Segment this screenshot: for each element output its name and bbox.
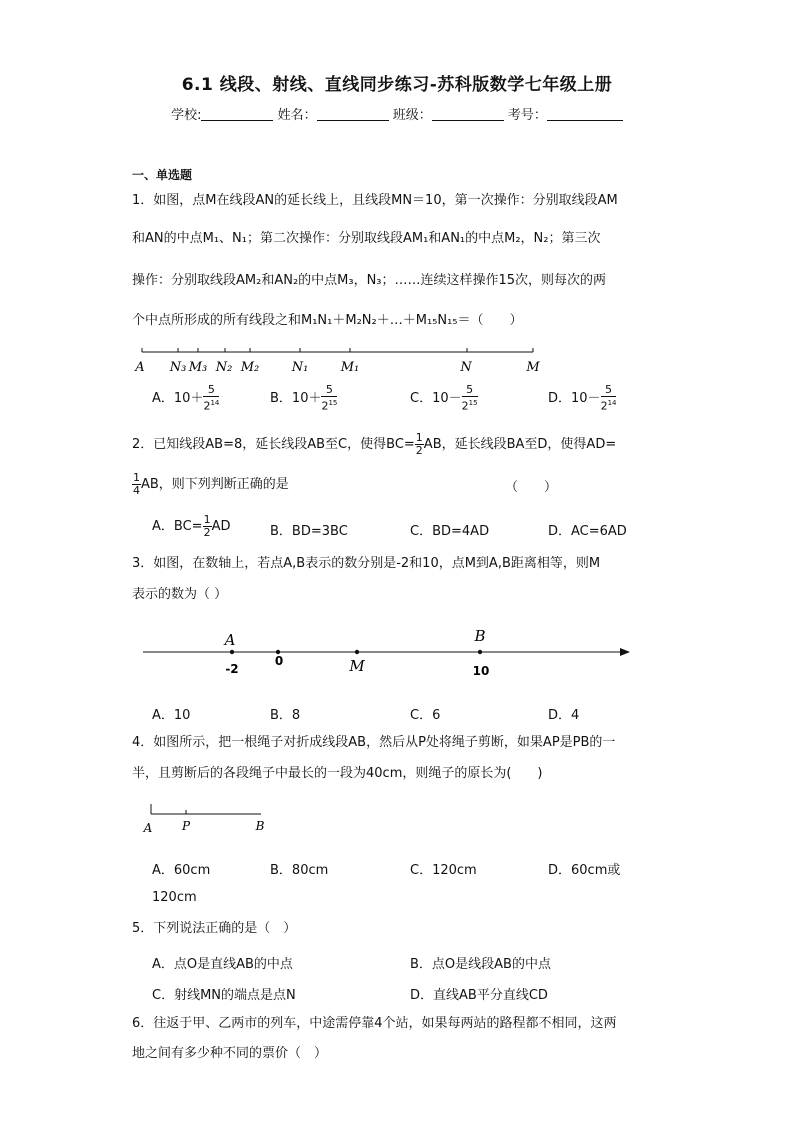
- label-N1: N₁: [291, 360, 309, 375]
- tick-label-10: 10: [472, 664, 490, 678]
- q4-option-c[interactable]: C．120cm: [410, 863, 477, 878]
- q5-option-b[interactable]: B．点O是线段AB的中点: [410, 957, 551, 972]
- page-title: 6.1 线段、射线、直线同步练习-苏科版数学七年级上册: [181, 75, 613, 95]
- q6-line2: 地之间有多少种不同的票价（ ）: [132, 1046, 328, 1061]
- section-title: 一、单选题: [132, 168, 193, 182]
- q2-option-a[interactable]: A．BC= $\frac{1}{2}$ AD: [152, 513, 231, 539]
- q5-line1: 5．下列说法正确的是（ ）: [132, 921, 297, 936]
- label-M3: M₃: [188, 360, 208, 375]
- q3-number-line: [140, 625, 640, 680]
- class-blank[interactable]: [432, 108, 504, 121]
- q5-option-a[interactable]: A．点O是直线AB的中点: [152, 957, 293, 972]
- q3-line1: 3．如图，在数轴上，若点A,B表示的数分别是-2和10，点M到A,B距离相等，则M: [132, 556, 601, 571]
- q4-option-a[interactable]: A．60cm: [152, 863, 211, 878]
- tick-label-0: 0: [274, 654, 284, 668]
- q1-option-b[interactable]: B．10＋ $\frac{5}{2^{15}}$: [270, 383, 338, 413]
- q1-line2: 和AN的中点M₁、N₁；第二次操作：分别取线段AM₁和AN₁的中点M₂，N₂；第三次: [132, 231, 601, 246]
- label-M: M: [349, 657, 365, 675]
- q2-option-b[interactable]: B．BD=3BC: [270, 524, 348, 539]
- name-label: 姓名：: [277, 108, 317, 123]
- q4-option-d-continued: 120cm: [152, 890, 197, 905]
- q1-line1: 1．如图，点M在线段AN的延长线上，且线段MN＝10，第一次操作：分别取线段AM: [132, 193, 618, 208]
- label-B: B: [255, 819, 265, 833]
- q5-option-c[interactable]: C．射线MN的端点是点N: [152, 988, 296, 1003]
- q2-option-d[interactable]: D．AC=6AD: [548, 524, 627, 539]
- q4-option-b[interactable]: B．80cm: [270, 863, 329, 878]
- school-blank[interactable]: [201, 108, 273, 121]
- exam-no-label: 考号：: [507, 108, 547, 123]
- tick-label-neg2: -2: [225, 662, 239, 676]
- q3-option-c[interactable]: C．6: [410, 708, 441, 723]
- q3-option-b[interactable]: B．8: [270, 708, 301, 723]
- q1-option-c[interactable]: C．10－ $\frac{5}{2^{15}}$: [410, 383, 478, 413]
- q2-line1: 2．已知线段AB=8，延长线段AB至C，使得BC= $\frac{1}{2}$ AB，延长线段BA至D，使得AD=: [132, 431, 617, 457]
- name-blank[interactable]: [317, 108, 389, 121]
- label-M1: M₁: [340, 360, 360, 375]
- q1-line3: 操作：分别取线段AM₂和AN₂的中点M₃，N₃；……连续这样操作15次，则每次的两: [132, 273, 607, 288]
- q2-option-c[interactable]: C．BD=4AD: [410, 524, 490, 539]
- label-M2: M₂: [240, 360, 260, 375]
- label-N2: N₂: [215, 360, 233, 375]
- q1-option-d[interactable]: D．10－ $\frac{5}{2^{14}}$: [548, 383, 617, 413]
- q2-answer-bracket: （ ）: [505, 480, 558, 495]
- q1-option-a[interactable]: A．10＋ $\frac{5}{2^{14}}$: [152, 383, 220, 413]
- label-P: P: [181, 819, 191, 833]
- q4-option-d[interactable]: D．60cm或: [548, 863, 621, 878]
- exam-no-blank[interactable]: [547, 108, 623, 121]
- label-B: B: [474, 627, 486, 645]
- point-M-dot: [355, 650, 359, 654]
- point-B-dot: [478, 650, 482, 654]
- label-N3: N₃: [169, 360, 187, 375]
- q1-segment-figure: [130, 340, 550, 380]
- student-info-line: [0, 104, 794, 123]
- label-M: M: [526, 360, 540, 375]
- q4-line2: 半，且剪断后的各段绳子中最长的一段为40cm，则绳子的原长为( ): [132, 766, 543, 781]
- q3-option-a[interactable]: A．10: [152, 708, 191, 723]
- label-A: A: [143, 821, 153, 835]
- label-A: A: [224, 631, 236, 649]
- q2-line2: $\frac{1}{4}$ AB，则下列判断正确的是: [133, 471, 289, 497]
- q4-rope-figure: [138, 800, 278, 838]
- q6-line1: 6．往返于甲、乙两市的列车，中途需停靠4个站，如果每两站的路程都不相同，这两: [132, 1016, 617, 1031]
- label-N: N: [460, 360, 472, 375]
- point-A-dot: [230, 650, 234, 654]
- q3-line2: 表示的数为（ ）: [132, 587, 228, 602]
- label-A: A: [135, 360, 145, 375]
- class-label: 班级：: [392, 108, 432, 123]
- q4-line1: 4．如图所示，把一根绳子对折成线段AB，然后从P处将绳子剪断，如果AP是PB的一: [132, 735, 616, 750]
- q1-line4: 个中点所形成的所有线段之和M₁N₁＋M₂N₂＋…＋M₁₅N₁₅＝（ ）: [132, 313, 523, 328]
- school-label: 学校:: [171, 108, 202, 123]
- number-line-arrow: [620, 648, 630, 656]
- q3-option-d[interactable]: D．4: [548, 708, 580, 723]
- q5-option-d[interactable]: D．直线AB平分直线CD: [410, 988, 548, 1003]
